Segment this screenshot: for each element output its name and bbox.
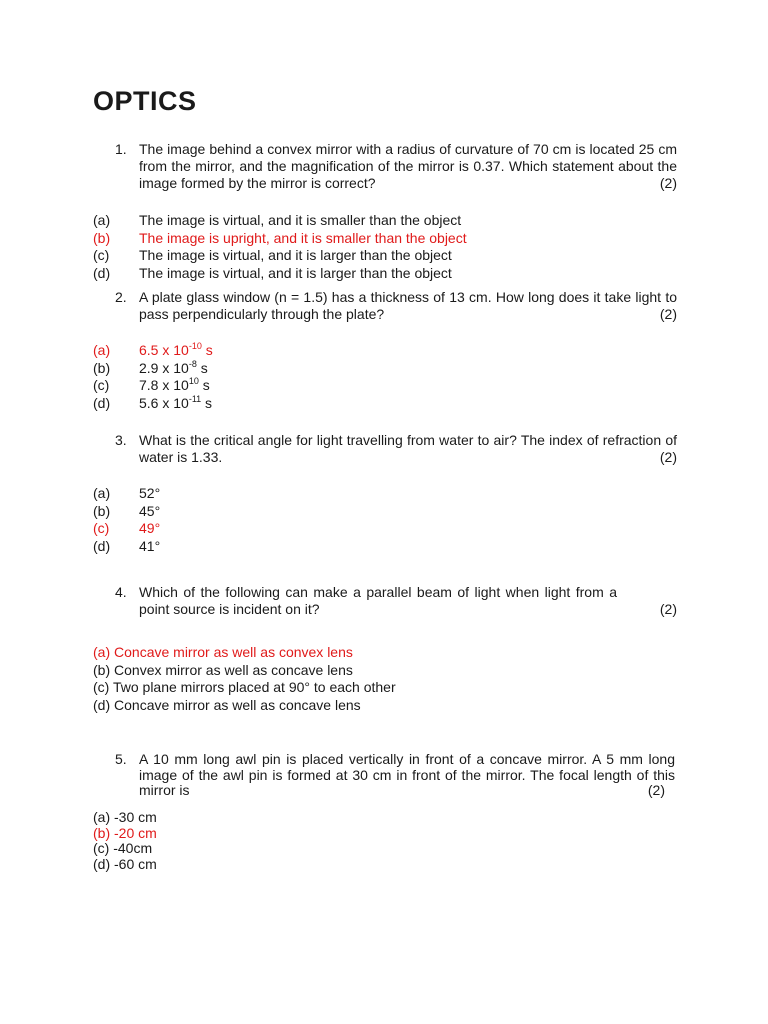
question-marks: (2) xyxy=(659,175,677,191)
question-3 xyxy=(115,432,677,466)
option-b-correct: (b) -20 cm xyxy=(93,824,157,841)
question-number: 3. xyxy=(115,432,127,448)
question-marks: (2) xyxy=(659,449,677,465)
option-d: (d) Concave mirror as well as concave lens xyxy=(93,696,361,713)
question-text: The image behind a convex mirror with a radius of curvature of 70 cm is located 25 cm from the mirror, and the magnification of the mirror is 0.37. Which statement about the image formed by the mirror is correct? (2) xyxy=(139,141,677,191)
question-marks: (2) xyxy=(659,601,677,617)
option-a-correct: (a) Concave mirror as well as convex lens xyxy=(93,644,353,660)
option-b: (b) Convex mirror as well as concave lens xyxy=(93,661,353,678)
question-2 xyxy=(115,289,677,323)
page-title: OPTICS xyxy=(93,86,197,116)
options-q5 xyxy=(93,809,157,871)
question-text: What is the critical angle for light travelling from water to air? The index of refraction of water is 1.33. (2) xyxy=(139,432,677,465)
option-d: (d) -60 cm xyxy=(93,855,157,872)
question-1 xyxy=(115,141,677,192)
question-text: A plate glass window (n = 1.5) has a thickness of 13 cm. How long does it take light to pass perpendicularly through the plate? (2) xyxy=(139,289,677,322)
question-number: 2. xyxy=(115,289,127,305)
question-marks: (2) xyxy=(659,306,677,322)
question-marks: (2) xyxy=(647,782,665,798)
question-5 xyxy=(115,752,675,799)
question-text: Which of the following can make a parallel beam of light when light from a point source is incident on it? (2) xyxy=(139,584,677,617)
question-number: 4. xyxy=(115,584,127,600)
question-text: A 10 mm long awl pin is placed vertically in front of a concave mirror. A 5 mm long image of the awl pin is formed at 30 cm in front of the mirror. The focal length of this mirror is (2) xyxy=(139,751,675,798)
options-q4 xyxy=(93,644,396,714)
option-a: (a) -30 cm xyxy=(93,809,157,825)
option-c: (c) Two plane mirrors placed at 90° to each other xyxy=(93,679,396,695)
question-4 xyxy=(115,584,677,618)
question-number: 5. xyxy=(115,751,127,767)
option-c: (c) -40cm xyxy=(93,840,153,856)
question-number: 1. xyxy=(115,141,127,157)
